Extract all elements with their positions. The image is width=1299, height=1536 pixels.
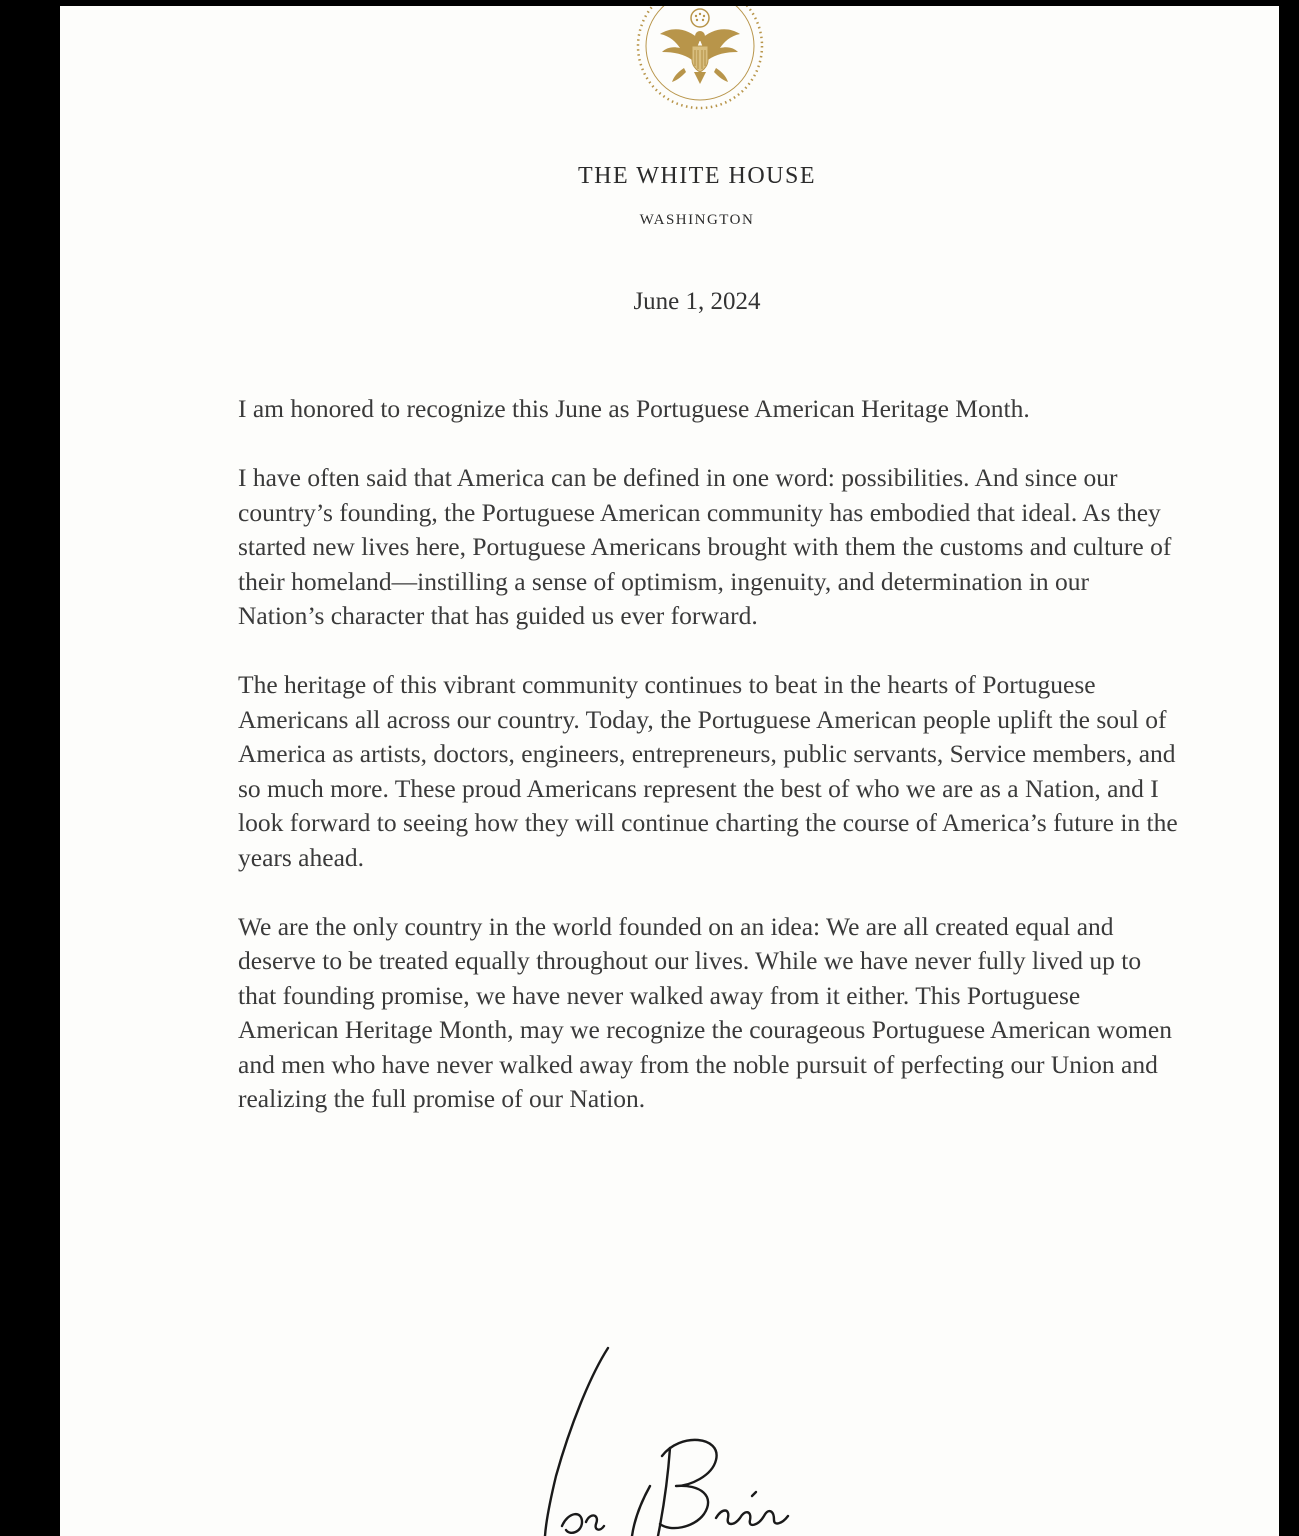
body-paragraph: I have often said that America can be defined in one word: possibilities. And since our country’s founding, the Portuguese American community has embodied that ideal. As they started new lives here, Portuguese Americans brought with them the customs and culture of their homeland—instilling a sense of optimism, ingenuity, and determination in our Nation’s character that has guided us ever forward.	[238, 463, 1172, 630]
letterhead-title: THE WHITE HOUSE	[577, 163, 817, 189]
body-paragraph: I am honored to recognize this June as Portuguese American Heritage Month.	[238, 394, 1030, 423]
letter-body	[238, 392, 1178, 1151]
letter-page	[60, 6, 1279, 1536]
presidential-seal-icon	[630, 6, 770, 112]
letterhead-subtitle: WASHINGTON	[639, 212, 755, 228]
signature	[490, 1336, 810, 1536]
body-paragraph: We are the only country in the world founded on an idea: We are all created equal and deserve to be treated equally throughout our lives. While we have never fully lived up to that founding promise, we have never walked away from it either. This Portuguese American Heritage Month, may we recognize the courageous Portuguese American women and men who have never walked away from the noble pursuit of perfecting our Union and realizing the full promise of our Nation.	[238, 911, 1172, 1113]
body-paragraph: The heritage of this vibrant community continues to beat in the hearts of Portuguese Americans all across our country. Today, the Portuguese American people uplift the soul of America as artists, doctors, engineers, entrepreneurs, public servants, Service members, and so much more. These proud Americans represent the best of who we are as a Nation, and I look forward to seeing how they will continue charting the course of America’s future in the years ahead.	[238, 670, 1178, 872]
letter-date: June 1, 2024	[633, 288, 761, 315]
